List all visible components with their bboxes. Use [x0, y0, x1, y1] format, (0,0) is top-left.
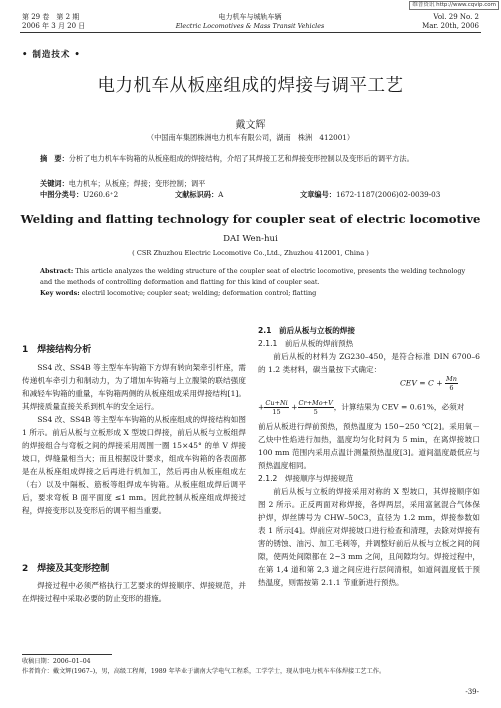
section-1-paragraph-2: SS4 改、SS4B 等主型车车钩箱的从板座组成的焊接结构如图 1 所示。前后从板与立板形成 X 型坡口焊接，前后从板与立板组焊的焊接组合与弯板之间的焊接采用周围一圈 15×45° 的单 V 焊接坡口，焊缝量相当大；而且根据设计要求，组成车钩箱的各表面都是在从板座组成焊接之后再进行机加工，然后再由从板座组成左（右）以及中隔板、筋板等组焊成车钩箱。从板座组成焊后调平后，要求弯板 B 面平面度 ≤1 mm。因此控制从板座组成焊接过程，焊接变形以及变形后的调平相当重要。 — [22, 415, 246, 515]
abstract-en-label: Abstract: — [40, 267, 74, 275]
header-journal-en: Electric Locomotives & Mass Transit Vehicles — [175, 22, 325, 30]
column-label: • 制造技术 • — [22, 50, 81, 60]
keywords-cn-label: 关键词： — [40, 179, 69, 188]
equation-fraction-crmov: $\frac{Cr+Mo+V}{5}$ — [298, 399, 333, 416]
section-2-paragraph-1: 焊接过程中必须严格执行工艺要求的焊接顺序、焊接规范，并在焊接过程中采取必要的防止变形的措施。 — [22, 581, 246, 603]
section-2-1-2-heading: 2.1.2 焊接顺序与焊接规范 — [258, 474, 354, 483]
abstract-en — [40, 266, 466, 299]
doc-code-label: 文献标识码： — [175, 190, 219, 199]
header-date-en: Mar. 20th, 2006 — [422, 22, 479, 30]
received-date: 收稿日期：2006–01–04 — [22, 658, 91, 665]
welding-sequence-paragraph: 前后从板与立板的焊接采用对称的 X 型坡口，其焊接顺序如图 2 所示。正反两面对称焊接，各焊两层，采用富氩混合气体保护焊，焊丝牌号为 CHW–50C3，直径为 1.2 mm，焊接参数如表 1 所示[4]。焊前应对焊接坡口进行检查和清理，去除对焊接有害的锈蚀、油污、加工毛刺等，并调整好前后从板与立板之间的间隙，使两处间隙都在 2~3 mm 之间，且间隙均匀。焊接过程中，在第 1,4 道和第 2,3 道之间应进行层间清根，如道间温度低于预热温度，则需按第 2.1.1 节重新进行预热。 — [258, 487, 480, 587]
author-en: DAI Wen-hui — [223, 234, 278, 244]
author-bio: 作者简介：戴文辉(1967–)，男，高级工程师，1989 年毕业于湖南大学电气工程系，工学学士，现从事电力机车车体焊接工艺工作。 — [22, 668, 386, 675]
section-1-paragraph-1: SS4 改、SS4B 等主型车车钩箱下方焊有转向架牵引杆座，需传递机车牵引力和制动力，为了增加车钩箱与上立腹梁的联结强度和减轻车钩箱的重量，车钩箱两侧的从板座组成采用焊接结构[1]。其焊接质量直接关系到机车的安全运行。 — [22, 363, 246, 411]
header-issue: 第 29 卷 第 2 期 — [22, 13, 80, 21]
header-volume: Vol. 29 No. 2 — [433, 13, 479, 21]
right-column-body — [258, 420, 480, 589]
affiliation-en: ( CSR Zhuzhou Electric Locomotive Co.,Ltd., Zhuzhou 412001, China ) — [132, 249, 369, 257]
right-column-intro — [258, 350, 480, 376]
article-no-value: 1672-1187(2006)02-0039-03 — [335, 190, 441, 199]
equation-result: ，计算结果为 CEV = 0.61%，必须对 — [333, 402, 465, 412]
keywords-en-text: electril locomotive; coupler seat; welding; deformation control; flatting — [81, 289, 317, 297]
header-date: 2006 年 3 月 20 日 — [22, 22, 86, 30]
preheat-paragraph: 前后从板的材料为 ZG230–450，是符合标准 DIN 6700–6 的 1.2 类材料，碳当量按下式确定： — [258, 352, 480, 374]
title-en: Welding and flatting technology for coupler seat of electric locomotive — [20, 212, 481, 226]
left-column-body — [22, 361, 246, 517]
left-column-body-2 — [22, 579, 246, 605]
abstract-cn-label: 摘 要： — [40, 154, 69, 163]
abstract-cn — [40, 153, 466, 165]
section-1-heading: 1 焊接结构分析 — [22, 345, 92, 355]
abstract-en-line2: and the methods of controlling deformation and flatting for this kind of coupler seat. — [40, 278, 320, 286]
keywords-cn — [40, 178, 466, 189]
abstract-cn-text: 分析了电力机车车钩箱的从板座组成的焊接结构，介绍了其焊接工艺和焊接变形控制以及变形后的调平方法。 — [68, 154, 414, 163]
section-2-1-heading: 2.1 前后从板与立板的焊接 — [258, 326, 355, 335]
keywords-en-label: Key words: — [40, 289, 80, 297]
header-rule — [20, 32, 481, 33]
equation-fraction-mn: $\frac{Mn}{6}$ — [446, 375, 457, 392]
article-no-label: 文章编号： — [300, 190, 336, 199]
author-cn: 戴文辉 — [235, 120, 266, 131]
watermark-badge: 维普资讯 http://www.cqvip.com — [409, 1, 499, 10]
equation-line-1 — [400, 375, 458, 392]
article-no-line — [300, 189, 440, 200]
doc-code-line — [175, 189, 223, 200]
equation-fraction-cuni: $\frac{Cu+Ni}{15}$ — [265, 399, 288, 416]
footnote-rule — [22, 654, 112, 655]
equation-lhs: CEV = C + — [400, 378, 443, 388]
clc-value: U260.6⁺2 — [83, 190, 119, 199]
equation-line-2: + $\frac{Cu+Ni}{15}$ + $\frac{Cr+Mo+V}{5}$ ，计算结果为 CEV = 0.61%，必须对 — [258, 399, 465, 416]
preheat-paragraph-cont: 前后从板进行焊前预热，预热温度为 150~250 ℃[2]。采用氧－乙炔中性焰进行加热，温度均匀化时间为 5 min，在离焊接坡口 100 mm 范围内采用点温计测量预热温度[3]。道间温度最低应与预热温度相同。 — [258, 422, 480, 470]
page-number: -39- — [465, 688, 479, 696]
classification-line — [40, 189, 118, 200]
title-cn: 电力机车从板座组成的焊接与调平工艺 — [97, 76, 404, 96]
abstract-en-line1: This article analyzes the welding structure of the coupler seat of electric locomotive, presents the welding technology — [75, 267, 466, 275]
header-journal-cn: 电力机车与城轨车辆 — [218, 13, 282, 21]
doc-code-value: A — [218, 190, 224, 199]
keywords-cn-text: 电力机车；从板座；焊接；变形控制；调平 — [68, 179, 206, 188]
section-2-1-1-heading: 2.1.1 前后从板的焊前预热 — [258, 339, 354, 348]
clc-label: 中图分类号： — [40, 190, 84, 199]
affiliation-cn: （中国南车集团株洲电力机车有限公司，湖南 株洲 412001） — [146, 133, 355, 142]
section-2-heading: 2 焊接及其变形控制 — [22, 564, 110, 574]
